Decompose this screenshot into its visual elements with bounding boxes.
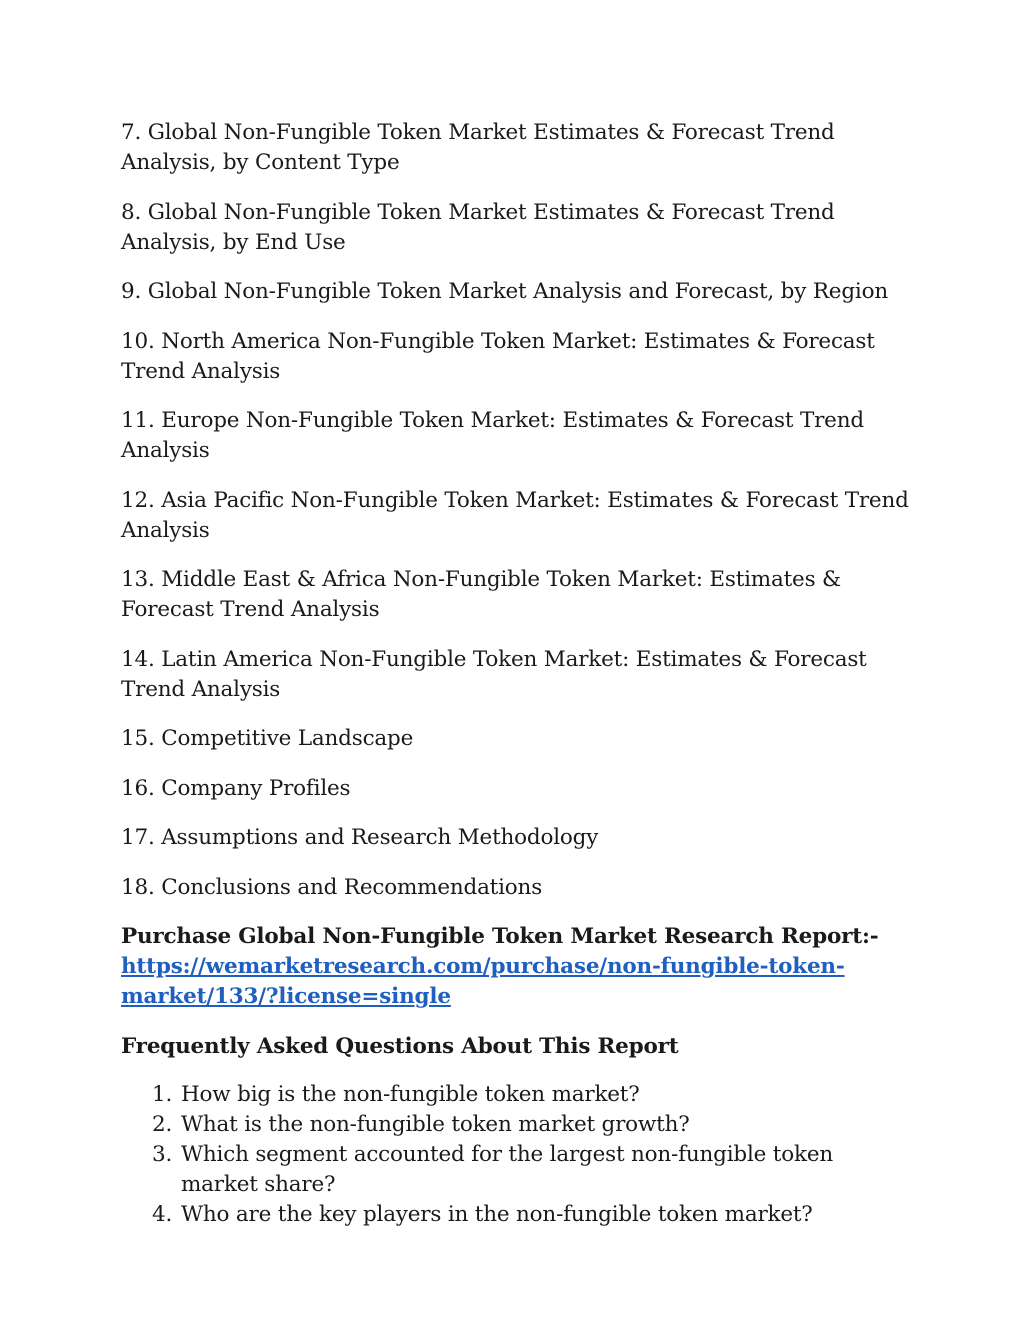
toc-item: 15. Competitive Landscape <box>121 726 414 751</box>
toc-item: 14. Latin America Non-Fungible Token Market: Estimates & Forecast Trend Analysis <box>121 646 867 702</box>
toc-item: 7. Global Non-Fungible Token Market Estimates & Forecast Trend Analysis, by Content Type <box>121 120 835 175</box>
toc-item: 17. Assumptions and Research Methodology <box>121 825 599 850</box>
faq-number: 1. <box>152 1081 173 1107</box>
toc-item: 10. North America Non-Fungible Token Market: Estimates & Forecast Trend Analysis <box>121 328 875 384</box>
faq-question <box>121 1200 911 1230</box>
faq-list <box>121 1080 911 1230</box>
faq-number: 3. <box>152 1141 173 1167</box>
toc-item: 11. Europe Non-Fungible Token Market: Estimates & Forecast Trend Analysis <box>121 408 864 463</box>
document-page <box>121 118 911 1230</box>
faq-text: Who are the key players in the non-fungible token market? <box>181 1201 813 1227</box>
toc-item: 13. Middle East & Africa Non-Fungible Token Market: Estimates & Forecast Trend Analysis <box>121 567 841 622</box>
faq-question <box>121 1140 911 1200</box>
faq-text: What is the non-fungible token market growth? <box>181 1111 690 1137</box>
purchase-section <box>121 922 911 1012</box>
toc-item: 9. Global Non-Fungible Token Market Analysis and Forecast, by Region <box>121 279 888 304</box>
toc-item: 8. Global Non-Fungible Token Market Estimates & Forecast Trend Analysis, by End Use <box>121 199 835 255</box>
purchase-label: Purchase Global Non-Fungible Token Market Research Report:- <box>121 924 879 949</box>
toc-item: 18. Conclusions and Recommendations <box>121 874 543 900</box>
faq-number: 4. <box>152 1201 173 1227</box>
faq-text: How big is the non-fungible token market? <box>181 1081 640 1107</box>
faq-question <box>121 1110 911 1140</box>
faq-heading: Frequently Asked Questions About This Report <box>121 1033 679 1059</box>
toc-item: 16. Company Profiles <box>121 775 351 801</box>
faq-number: 2. <box>152 1111 173 1137</box>
faq-question <box>121 1080 911 1110</box>
purchase-link[interactable]: https://wemarketresearch.com/purchase/non-fungible-token-market/133/?license=single <box>121 954 845 1009</box>
faq-text: Which segment accounted for the largest non-fungible token market share? <box>181 1141 833 1197</box>
toc-item: 12. Asia Pacific Non-Fungible Token Market: Estimates & Forecast Trend Analysis <box>121 487 909 543</box>
